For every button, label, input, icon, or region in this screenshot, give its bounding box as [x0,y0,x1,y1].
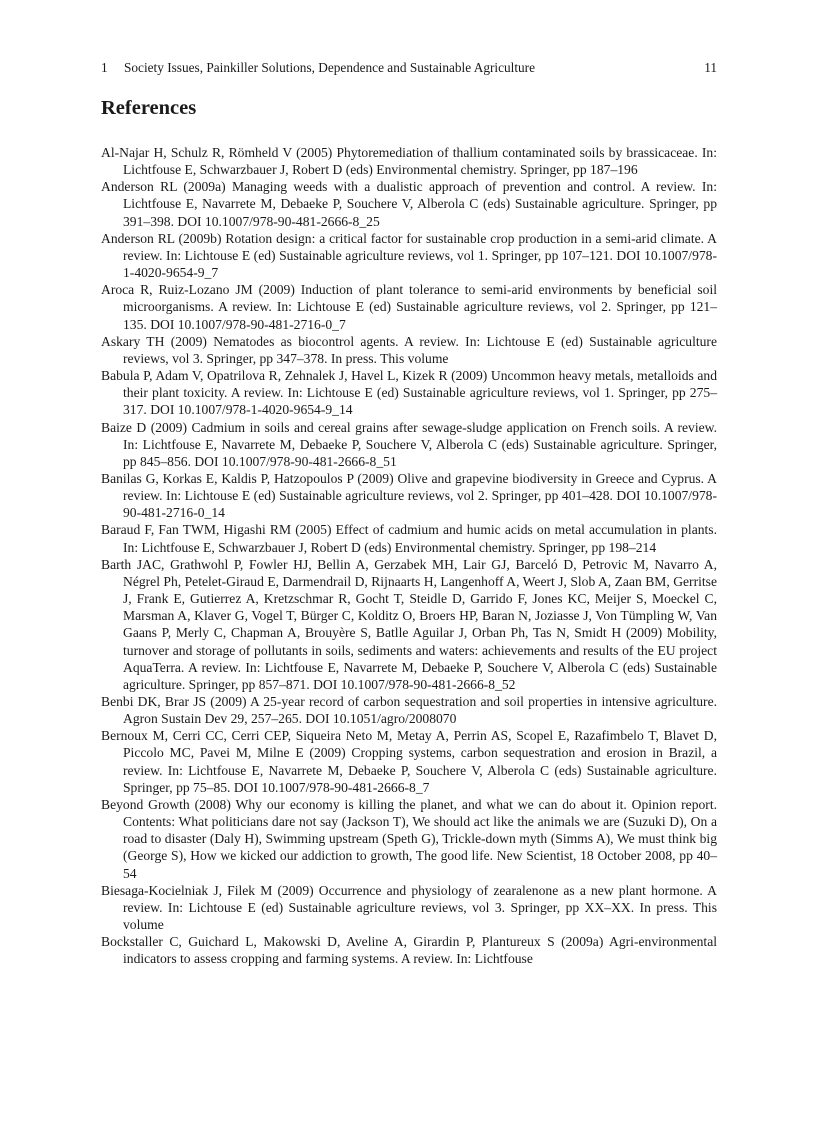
reference-item: Aroca R, Ruiz-Lozano JM (2009) Induction of plant tolerance to semi-arid environments by beneficial soil microorganisms. A review. In: Lichtouse E (ed) Sustainable agriculture reviews, vol 2. Springer, pp 121–135. DOI 10.1007/978-90-481-2716-0_7 [101,282,717,332]
reference-item: Anderson RL (2009a) Managing weeds with a dualistic approach of prevention and control. A review. In: Lichtfouse E, Navarrete M, Debaeke P, Souchere V, Alberola C (eds) Sustainable agriculture. Springer, pp 391–398. DOI 10.1007/978-90-481-2666-8_25 [101,179,717,229]
chapter-number: 1 [101,60,108,75]
reference-item: Askary TH (2009) Nematodes as biocontrol agents. A review. In: Lichtouse E (ed) Sustainable agriculture reviews, vol 3. Springer, pp 347–378. In press. This volume [101,333,717,366]
chapter-title: Society Issues, Painkiller Solutions, Dependence and Sustainable Agriculture [124,60,536,75]
reference-item: Banilas G, Korkas E, Kaldis P, Hatzopoulos P (2009) Olive and grapevine biodiversity in Greece and Cyprus. A review. In: Lichtouse E (ed) Sustainable agriculture reviews, vol 2. Springer, pp 401–428. DOI 10.1007/978-90-481-2716-0_14 [101,470,717,521]
reference-item: Benbi DK, Brar JS (2009) A 25-year record of carbon sequestration and soil properties in intensive agriculture. Agron Sustain Dev 29, 257–265. DOI 10.1051/agro/2008070 [101,694,717,727]
reference-item: Bernoux M, Cerri CC, Cerri CEP, Siqueira Neto M, Metay A, Perrin AS, Scopel E, Razafimbelo T, Blavet D, Piccolo MC, Pavei M, Milne E (2009) Cropping systems, carbon sequestration and erosion in Brazil, a review. In: Lichtfouse E, Navarrete M, Debaeke P, Souchere V, Alberola C (eds) Sustainable agriculture. Springer, pp 75–85. DOI 10.1007/978-90-481-2666-8_7 [101,728,717,795]
reference-item: Baraud F, Fan TWM, Higashi RM (2005) Effect of cadmium and humic acids on metal accumulation in plants. In: Lichtfouse E, Schwarzbauer J, Robert D (eds) Environmental chemistry. Springer, pp 198–214 [101,522,717,555]
reference-item: Barth JAC, Grathwohl P, Fowler HJ, Bellin A, Gerzabek MH, Lair GJ, Barceló D, Petrovic M, Navarro A, Négrel Ph, Petelet-Giraud E, Darmendrail D, Rijnaarts H, Langenhoff A, Weert J, Slob A, Zaan BM, Gerritse J, Frank E, Gutierrez A, Kretzschmar R, Gocht T, Steidle D, Garrido F, Jones KC, Meijer S, Moeckel C, Marsman A, Klaver G, Vogel T, Bürger C, Kolditz O, Broers HP, Baran N, Joziasse J, Von Tümpling W, Van Gaans P, Merly C, Chapman A, Brouyère S, Batlle Aguilar J, Orban Ph, Tas N, Smidt H (2009) Mobility, turnover and storage of pollutants in soils, sediments and waters: achievements and results of the EU project AquaTerra. A review. In: Lichtfouse E, Navarrete M, Debaeke P, Souchere V, Alberola C (eds) Sustainable agriculture. Springer, pp 857–871. DOI 10.1007/978-90-481-2666-8_52 [101,556,717,692]
reference-item: Biesaga-Kocielniak J, Filek M (2009) Occurrence and physiology of zearalenone as a new plant hormone. A review. In: Lichtouse E (ed) Sustainable agriculture reviews, vol 3. Springer, pp XX–XX. In press. This volume [101,882,717,933]
page-number: 11 [704,60,717,75]
running-head [101,59,717,77]
reference-item: Al-Najar H, Schulz R, Römheld V (2005) Phytoremediation of thallium contaminated soils by brassicaceae. In: Lichtfouse E, Schwarzbauer J, Robert D (eds) Environmental chemistry. Springer, pp 187–196 [101,145,717,178]
reference-item: Beyond Growth (2008) Why our economy is killing the planet, and what we can do about it. Opinion report. Contents: What politicians dare not say (Jackson T), We should act like the animals we are (Suzuki D), On a road to disaster (Daly H), Swimming upstream (Speth G), Trickle-down myth (Simms A), We must think big (George S), How we kicked our addiction to growth, The good life. New Scientist, 18 October 2008, pp 40–54 [101,796,717,881]
reference-item: Baize D (2009) Cadmium in soils and cereal grains after sewage-sludge application on French soils. A review. In: Lichtfouse E, Navarrete M, Debaeke P, Souchere V, Alberola C (eds) Sustainable agriculture. Springer, pp 845–856. DOI 10.1007/978-90-481-2666-8_51 [101,419,717,469]
reference-list [101,144,717,968]
section-title: References [101,97,197,119]
reference-item: Anderson RL (2009b) Rotation design: a critical factor for sustainable crop production in a semi-arid climate. A review. In: Lichtouse E (ed) Sustainable agriculture reviews, vol 1. Springer, pp 107–121. DOI 10.1007/978-1-4020-9654-9_7 [101,230,717,281]
reference-item: Bockstaller C, Guichard L, Makowski D, Aveline A, Girardin P, Plantureux S (2009a) Agri-environmental indicators to assess cropping and farming systems. A review. In: Lichtfouse [101,934,717,967]
reference-item: Babula P, Adam V, Opatrilova R, Zehnalek J, Havel L, Kizek R (2009) Uncommon heavy metals, metalloids and their plant toxicity. A review. In: Lichtouse E (ed) Sustainable agriculture reviews, vol 1. Springer, pp 275–317. DOI 10.1007/978-1-4020-9654-9_14 [101,368,717,418]
